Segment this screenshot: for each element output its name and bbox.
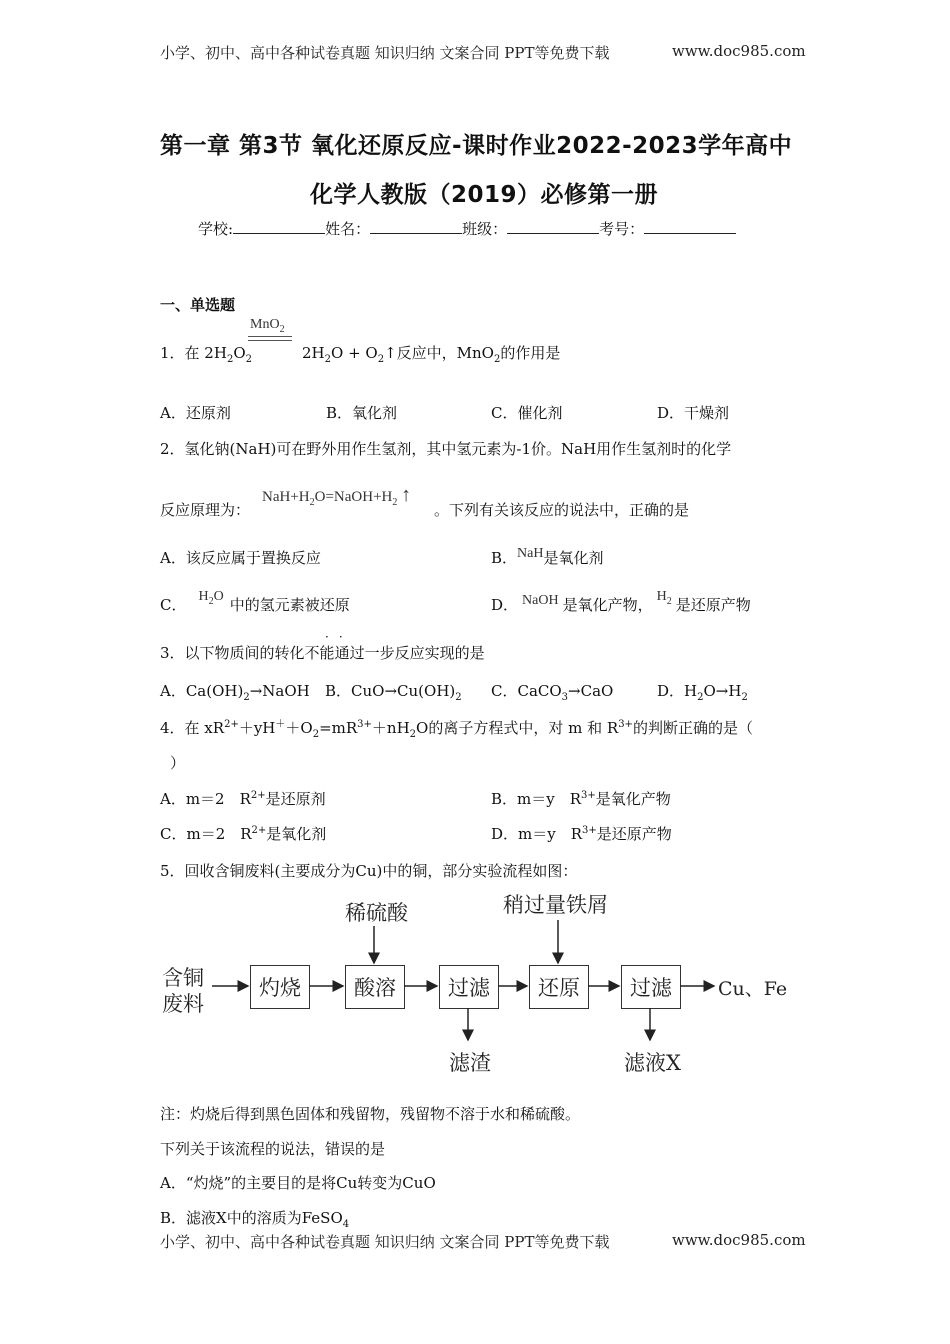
flow-step-roast: 灼烧 (250, 965, 310, 1009)
q5-option-b[interactable]: B．滤液X中的溶质为FeSO$_4$ (160, 1209, 350, 1230)
footer-url[interactable]: www.doc985.com (672, 1231, 806, 1249)
q3-option-a[interactable]: A．$Ca(OH)_2\to NaOH$ (160, 682, 310, 703)
q2-stem-line1: 2．氢化钠(NaH)可在野外用作生氢剂，其中氢元素为-1价。NaH用作生氢剂时的化学 (160, 440, 732, 458)
q2-option-d[interactable]: D． NaOH 是氧化产物， $H_2$ 是还原产物 (491, 589, 751, 614)
q4-stem-close: ） (170, 754, 186, 772)
q3-emphasis-dots: ·· (325, 630, 353, 644)
school-label: 学校: (198, 220, 234, 238)
q1-option-c[interactable]: C．催化剂 (491, 404, 563, 422)
page-title-line2: 化学人教版（2019）必修第一册 (310, 182, 659, 208)
q5-note: 注：灼烧后得到黑色固体和残留物，残留物不溶于水和稀硫酸。 (160, 1105, 581, 1123)
flow-step-filter-1: 过滤 (439, 965, 499, 1009)
q5-stem: 5．回收含铜废料(主要成分为Cu)中的铜，部分实验流程如图： (160, 862, 578, 880)
q3-option-d[interactable]: D．$H_2O\to H_2$ (657, 682, 748, 703)
flow-step-reduce: 还原 (529, 965, 589, 1009)
page-title-line1: 第一章 第3节 氧化还原反应-课时作业2022-2023学年高中 (160, 133, 793, 159)
class-label: 班级： (462, 220, 508, 238)
q4-option-c[interactable]: C．m＝2 $R^{2+}$是氧化剂 (160, 825, 327, 843)
flow-input-line1: 含铜 (162, 966, 204, 990)
q4-option-b[interactable]: B．m＝y $R^{3+}$是氧化产物 (491, 790, 671, 808)
q1-option-d[interactable]: D．干燥剂 (657, 404, 730, 422)
q3-option-b[interactable]: B．$CuO\to Cu(OH)_2$ (325, 682, 462, 703)
q1-option-a[interactable]: A．还原剂 (160, 404, 231, 422)
section-heading: 一、单选题 (160, 296, 236, 314)
examno-label: 考号： (599, 220, 645, 238)
footer-text: 小学、初中、高中各种试卷真题 知识归纳 文案合同 PPT等免费下载 (160, 1233, 610, 1251)
flow-reagent-iron: 稍过量铁屑 (503, 893, 608, 917)
q4-stem: 4．在 $xR^{2+}+yH^++O_2=mR^{3+}+nH_2O$的离子方程式中，对 m 和 $R^{3+}$的判断正确的是（ (160, 719, 753, 740)
q4-option-d[interactable]: D．m＝y $R^{3+}$是还原产物 (491, 825, 672, 843)
q3-option-c[interactable]: C．CaCO$_3$→CaO (491, 682, 614, 703)
q1-option-b[interactable]: B．氧化剂 (326, 404, 398, 422)
flow-reagent-acid: 稀硫酸 (345, 901, 408, 925)
flow-step-filter-2: 过滤 (621, 965, 681, 1009)
header-text: 小学、初中、高中各种试卷真题 知识归纳 文案合同 PPT等免费下载 (160, 44, 610, 62)
q2-stem-line2-post: 。下列有关该反应的说法中，正确的是 (434, 501, 690, 519)
q2-stem-line2-pre: 反应原理为： (160, 501, 251, 519)
q1-stem: 1．在 $2H_2O_2$ $2H_2O$ + $O_2↑$反应中，MnO$_2$的作用是 (160, 344, 561, 365)
q1-catalyst-label: MnO$_2$ (250, 317, 285, 335)
flow-step-acid-dissolve: 酸溶 (345, 965, 405, 1009)
q2-equation: $NaH+H_2O=NaOH+H_2$ ↑ (262, 484, 412, 508)
flow-product: Cu、Fe (718, 978, 788, 1000)
q2-option-a[interactable]: A．该反应属于置换反应 (160, 549, 321, 567)
flow-output-filtrate-x: 滤液X (624, 1051, 681, 1075)
header-url[interactable]: www.doc985.com (672, 42, 806, 60)
q2-option-c[interactable]: C． $H_2O$ 中的氢元素被还原 (160, 589, 350, 614)
q3-stem: 3．以下物质间的转化不能通过一步反应实现的是 (160, 644, 485, 662)
name-label: 姓名： (325, 220, 371, 238)
q4-option-a[interactable]: A．m＝2 $R^{2+}$是还原剂 (160, 790, 326, 808)
flow-input-line2: 废料 (162, 992, 204, 1016)
q5-question: 下列关于该流程的说法，错误的是 (160, 1140, 386, 1158)
q5-option-a[interactable]: A．“灼烧”的主要目的是将Cu转变为CuO (160, 1174, 436, 1192)
flow-output-residue: 滤渣 (449, 1051, 491, 1075)
q2-option-b[interactable]: B．NaH是氧化剂 (491, 546, 604, 567)
